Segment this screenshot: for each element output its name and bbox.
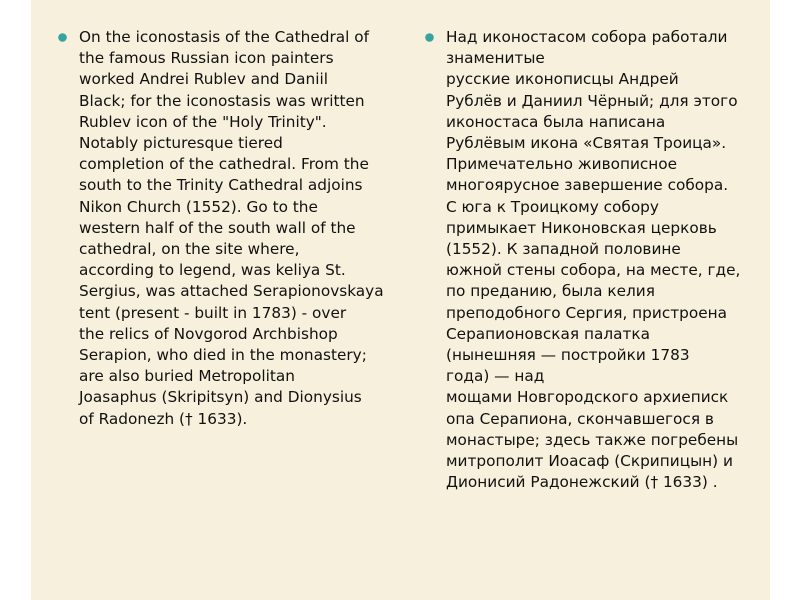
russian-text-column (446, 27, 766, 493)
circle-bullet-icon (57, 32, 68, 43)
english-paragraph-container (79, 27, 401, 430)
english-text-column (79, 27, 401, 430)
circle-bullet-icon (424, 32, 435, 43)
russian-paragraph-container (446, 27, 766, 493)
english-paragraph: On the iconostasis of the Cathedral of the famous Russian icon painters worked Andrei Rublev and Daniil Black; for the iconostasis was written Rublev icon of the "Holy Trinity". Notably picturesque tiered completion of the cathedral. From the south to the Trinity Cathedral adjoins Nikon Church (1552). Go to the western half of the south wall of the cathedral, on the site where, according to legend, was keliya St. Sergius, was attached Serapionovskaya tent (present - built in 1783) - over the relics of Novgorod Archbishop Serapion, who died in the monastery; are also buried Metropolitan Joasaphus (Skripitsyn) and Dionysius of Radonezh († 1633). (79, 28, 384, 428)
russian-paragraph: Над иконостасом собора работали знаменитые русские иконописцы Андрей Рублёв и Даниил Чёрный; для этого иконостаса была написана Рублёвым икона «Святая Троица». Примечательно живописное многоярусное завершение собора. С юга к Троицкому собору примыкает Никоновская церковь (1552). К западной половине южной стены собора, на месте, где, по преданию, была келия преподобного Сергия, пристроена Серапионовская палатка (нынешняя — постройки 1783 года) — над мощами Новгородского архиеписк опа Серапиона, скончавшегося в монастыре; здесь также погребены митрополит Иоасаф (Скрипицын) и Дионисий Радонежский († 1633) . (446, 28, 741, 492)
